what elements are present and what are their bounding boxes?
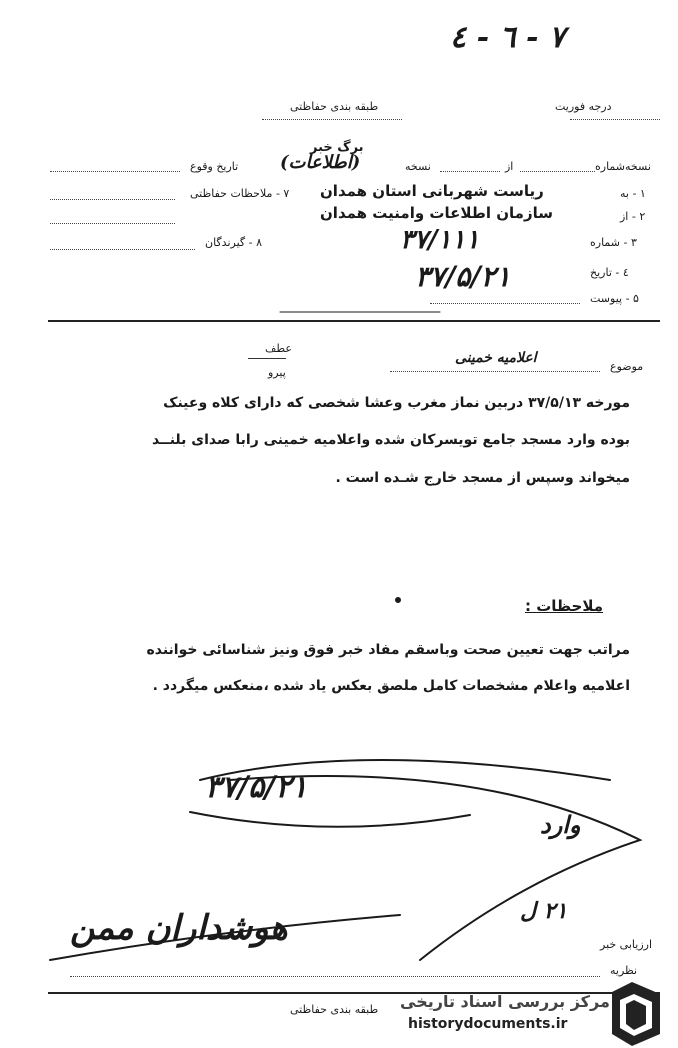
body-line-3: میخواند وسپس از مسجد خارج شـده است . bbox=[335, 470, 630, 486]
watermark-logo bbox=[612, 982, 660, 1046]
of-label: از bbox=[505, 160, 514, 173]
evaluation-label: ارزیابی خبر bbox=[600, 938, 653, 951]
subject-label: موضوع bbox=[610, 360, 644, 373]
urgency-label: درجه فوریت bbox=[555, 100, 612, 113]
attachment-label: ۵ - پیوست bbox=[590, 292, 639, 305]
date-stamp-arc-bottom bbox=[190, 812, 470, 827]
subject-value: اعلامیه خمینی bbox=[455, 350, 537, 366]
date-label: ٤ - تاریخ bbox=[590, 266, 629, 279]
long-swoosh bbox=[230, 776, 640, 960]
signature: هوشداران ممن bbox=[70, 908, 288, 948]
to-value: ریاست شهربانی استان همدان bbox=[320, 182, 544, 200]
date-value: ۳۷/۵/۲۱ bbox=[415, 260, 511, 293]
handwritten-date-stamp: ۳۷/۵/۲۱ bbox=[205, 770, 308, 805]
handwritten-note: وارد bbox=[540, 810, 581, 839]
signature-underline bbox=[50, 915, 400, 960]
watermark-title: مرکز بررسی اسناد تاریخی bbox=[400, 992, 610, 1011]
notes-heading: ملاحظات : bbox=[525, 597, 604, 615]
copy-label: نسخه bbox=[405, 160, 431, 173]
ref-top: عطف bbox=[265, 342, 292, 355]
handwritten-mark: ۲۱ ل bbox=[520, 898, 568, 924]
security-notes-label: ۷ - ملاحظات حفاظتی bbox=[190, 187, 290, 200]
watermark-url: historydocuments.ir bbox=[408, 1016, 568, 1032]
from-label: ۲ - از bbox=[620, 210, 646, 223]
classification-label-bottom: طبقه بندی حفاظتی bbox=[290, 1003, 379, 1016]
form-subtitle: (اطلاعات) bbox=[280, 152, 361, 173]
notes-line-2: اعلامیه واعلام مشخصات کامل ملصق بعکس یاد شده ،منعکس میگردد . bbox=[152, 678, 630, 694]
classification-label-top: طبقه بندی حفاظتی bbox=[290, 100, 379, 113]
handwritten-reference: ٧ - ٦ - ٤ bbox=[450, 20, 566, 55]
body-line-2: بوده وارد مسجد جامع تویسرکان شده واعلامیه خمینی رابا صدای بلنــد bbox=[152, 432, 630, 448]
ink-dot bbox=[396, 598, 400, 602]
form-title: برگ خبر bbox=[310, 140, 364, 155]
recipients-label: ۸ - گیرندگان bbox=[205, 236, 263, 249]
opinion-label: نظریه bbox=[610, 964, 638, 977]
to-label: ۱ - به bbox=[620, 187, 646, 200]
number-label: ۳ - شماره bbox=[590, 236, 637, 249]
from-value: سازمان اطلاعات وامنیت همدان bbox=[320, 204, 553, 222]
body-line-1: مورخه ۳۷/۵/۱۳ دربین نماز مغرب وعشا شخصی که دارای کلاه وعینک bbox=[163, 395, 630, 411]
notes-line-1: مراتب جهت تعیین صحت وباسقم مفاد خبر فوق ونیز شناسائی خواننده bbox=[146, 642, 630, 658]
number-value: ۳۷/۱۱۱ bbox=[400, 225, 480, 255]
ref-bottom: پیرو bbox=[268, 366, 286, 379]
copy-number-label: نسخه‌شماره bbox=[595, 160, 651, 173]
occurrence-date-label: تاریخ وقوع bbox=[190, 160, 239, 173]
